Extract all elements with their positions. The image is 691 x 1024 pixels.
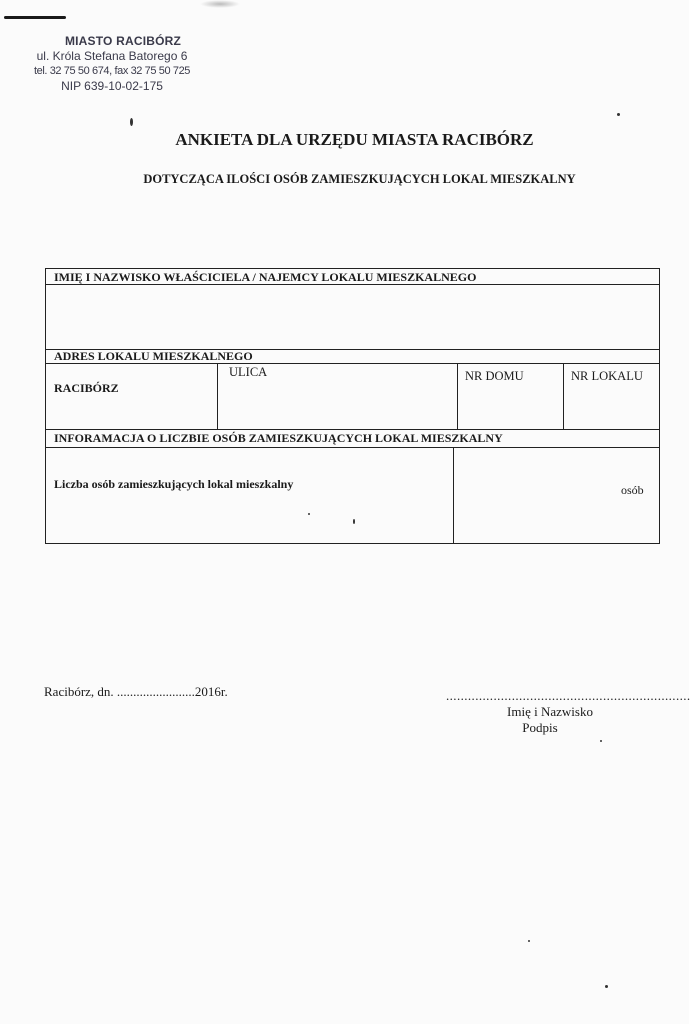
flat-number-label: NR LOKALU <box>571 369 643 383</box>
form-column-rule <box>217 363 218 429</box>
scan-smudge <box>200 0 240 8</box>
signature-name-caption: Imię i Nazwisko <box>507 704 593 719</box>
street-label: ULICA <box>229 365 268 379</box>
document-subtitle: DOTYCZĄCA ILOŚCI OSÓB ZAMIESZKUJĄCYCH LOKAL MIESZKALNY <box>143 172 576 186</box>
residents-header: INFORAMACJA O LICZBIE OSÓB ZAMIESZKUJĄCYCH LOKAL MIESZKALNY <box>54 431 503 445</box>
stamp-nip: NIP 639-10-02-175 <box>61 79 163 93</box>
survey-form <box>45 268 660 544</box>
house-number-label: NR DOMU <box>465 369 524 383</box>
scan-speck <box>528 940 530 942</box>
place-date-line: Racibórz, dn. ........................2016r. <box>44 684 228 699</box>
owner-name-header: IMIĘ I NAZWISKO WŁAŚCICIELA / NAJEMCY LOKALU MIESZKALNEGO <box>54 270 477 284</box>
residents-count-label: Liczba osób zamieszkujących lokal mieszkalny <box>54 477 294 491</box>
signature-caption: Podpis <box>522 720 558 735</box>
scan-mark <box>4 16 66 19</box>
stamp-city: MIASTO RACIBÓRZ <box>64 34 182 48</box>
stamp-street: ul. Króla Stefana Batorego 6 <box>36 49 188 63</box>
owner-name-field[interactable] <box>54 299 649 339</box>
form-column-rule <box>457 363 458 429</box>
address-header: ADRES LOKALU MIESZKALNEGO <box>54 349 253 363</box>
scan-speck <box>130 118 133 126</box>
document-title: ANKIETA DLA URZĘDU MIASTA RACIBÓRZ <box>175 130 534 149</box>
form-rule <box>46 447 659 448</box>
form-column-rule <box>453 447 454 544</box>
address-city: RACIBÓRZ <box>54 381 119 395</box>
institution-stamp <box>22 34 202 94</box>
scan-speck <box>605 985 608 988</box>
signature-line: ................................................................... <box>446 688 691 703</box>
form-rule <box>46 429 659 430</box>
residents-unit: osób <box>621 483 644 497</box>
stamp-phone: tel. 32 75 50 674, fax 32 75 50 725 <box>33 65 191 77</box>
scan-speck <box>600 740 602 742</box>
form-column-rule <box>563 363 564 429</box>
scan-speck <box>617 113 620 116</box>
